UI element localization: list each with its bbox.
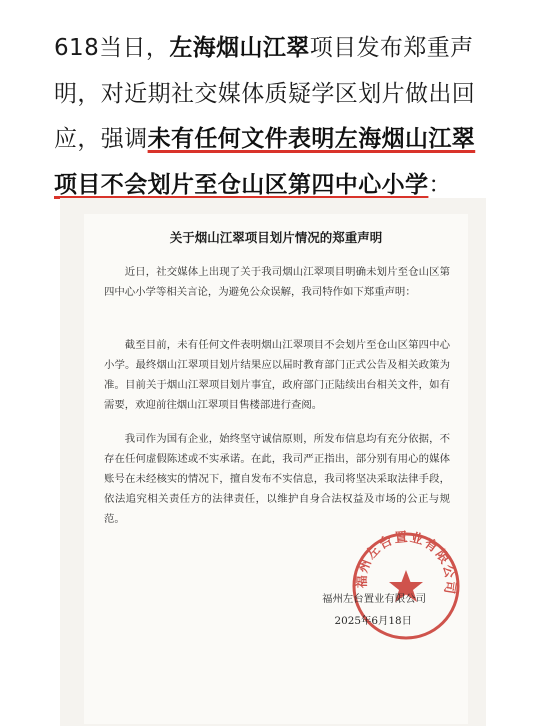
statement-document <box>84 214 468 724</box>
document-title: 关于烟山江翠项目划片情况的郑重声明 <box>169 230 383 245</box>
intro-colon: ： <box>428 171 452 198</box>
document-photo <box>60 198 486 726</box>
intro-text <box>54 26 494 208</box>
document-paragraph-3: 我司作为国有企业，始终坚守诚信原则，所发布信息均有充分依据，不存在任何虚假陈述或不实承诺。在此，我司严正指出，部分别有用心的媒体账号在未经核实的情况下，擅自发布不实信息，我司将坚决采取法律手段，依法追究相关责任方的法律责任，以维护自身合法权益及市场的公正与规范。 <box>104 433 450 525</box>
signature-date: 2025年6月18日 <box>334 615 412 627</box>
intro-date: 618当日， <box>54 35 170 61</box>
intro-emphasis: 未有任何文件表明左海烟山江翠项目不会划片至仓山区第四中心小学 <box>54 126 476 198</box>
document-paragraph-1: 近日，社交媒体上出现了关于我司烟山江翠项目明确未划片至仓山区第四中心小学等相关言论，为避免公众误解，我司特作如下郑重声明： <box>104 266 450 298</box>
document-paragraph-2: 截至目前，未有任何文件表明烟山江翠项目不会划片至仓山区第四中心小学。最终烟山江翠项目划片结果应以届时教育部门正式公告及相关政策为准。目前关于烟山江翠项目划片事宜，政府部门正陆续出台相关文件，如有需要，欢迎前往烟山江翠项目售楼部进行查阅。 <box>104 339 450 411</box>
intro-body: 项目发布郑重声明，对近期社交媒体质疑学区划片做出回应，强调 <box>54 35 476 152</box>
signature-company: 福州左台置业有限公司 <box>322 593 426 605</box>
seal-text: 福州左台置业有限公司 <box>354 530 458 597</box>
intro-project-name: 左海烟山江翠 <box>169 35 310 61</box>
